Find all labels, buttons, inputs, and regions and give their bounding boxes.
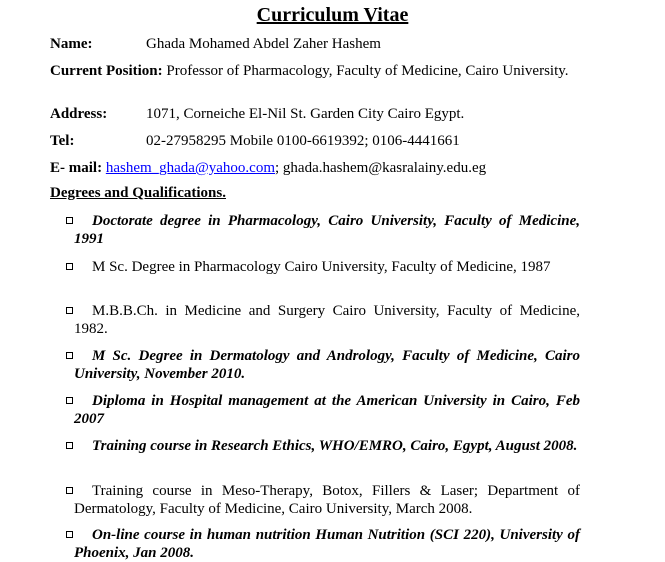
email-secondary: ; ghada.hashem@kasralainy.edu.eg — [275, 160, 487, 176]
email-link[interactable]: hashem_ghada@yahoo.com — [105, 160, 276, 176]
tel-row — [50, 132, 460, 151]
section-heading-degrees: Degrees and Qualifications. — [50, 185, 226, 201]
email-label: E- mail: — [50, 160, 103, 176]
document-title: Curriculum Vitae — [256, 4, 409, 26]
bullet-icon — [66, 217, 73, 224]
bullet-icon — [66, 487, 73, 494]
bullet-icon — [66, 442, 73, 449]
position-value: Professor of Pharmacology, Faculty of Medicine, Cairo University. — [166, 63, 569, 79]
bullet-icon — [66, 352, 73, 359]
degree-item: Training course in Research Ethics, WHO/EMRO, Cairo, Egypt, August 2008. — [92, 438, 578, 454]
name-label: Name: — [50, 36, 93, 52]
bullet-icon — [66, 263, 73, 270]
degree-item: Diploma in Hospital management at the American University in Cairo, Feb 2007 — [74, 393, 580, 427]
degree-item: On-line course in human nutrition Human Nutrition (SCI 220), University of Phoenix, Jan 2008. — [74, 527, 580, 561]
degree-item: Training course in Meso-Therapy, Botox, Fillers & Laser; Department of Dermatology, Faculty of Medicine, Cairo University, March 2008. — [74, 483, 580, 517]
address-label: Address: — [50, 106, 108, 122]
tel-value: 02-27958295 Mobile 0100-6619392; 0106-4441661 — [146, 133, 460, 149]
name-row — [50, 35, 381, 54]
email-row — [50, 159, 486, 178]
position-label: Current Position: — [50, 63, 163, 79]
address-value: 1071, Corneiche El-Nil St. Garden City Cairo Egypt. — [146, 106, 465, 122]
current-position-row — [50, 61, 604, 81]
name-value: Ghada Mohamed Abdel Zaher Hashem — [146, 36, 381, 52]
degree-item: M Sc. Degree in Dermatology and Andrology, Faculty of Medicine, Cairo University, November 2010. — [74, 348, 580, 382]
degree-item: Doctorate degree in Pharmacology, Cairo University, Faculty of Medicine, 1991 — [74, 213, 580, 247]
degree-item: M.B.B.Ch. in Medicine and Surgery Cairo University, Faculty of Medicine, 1982. — [74, 303, 580, 337]
bullet-icon — [66, 307, 73, 314]
bullet-icon — [66, 397, 73, 404]
degree-item: M Sc. Degree in Pharmacology Cairo University, Faculty of Medicine, 1987 — [92, 259, 551, 275]
bullet-icon — [66, 531, 73, 538]
tel-label: Tel: — [50, 133, 75, 149]
address-row — [50, 105, 465, 124]
